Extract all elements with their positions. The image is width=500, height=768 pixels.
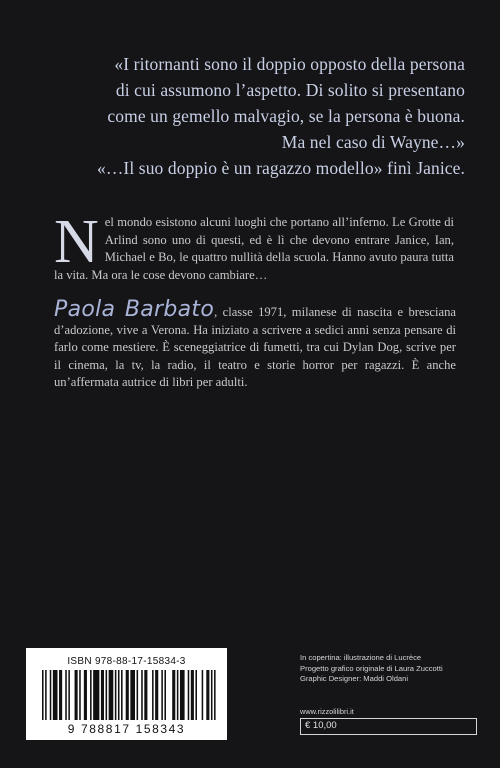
bio-text: , classe 1971, milanese di nascita e bresciana d’adozione, vive a Verona. Ha iniziato a scrivere a sedici anni senza pensare di farlo come mestiere. È sceneggiatrice di fumetti, tra cui Dylan Dog, scrive per il cinema, la tv, la radio, il teatro e storie horror per ragazzi. È anche un’affermata autrice di libri per adulti. [54,305,456,390]
author-name: Paola Barbato [54,297,215,322]
author-bio [54,297,456,392]
cover-credits [300,653,480,685]
quote-line: di cui assumono l’aspetto. Di solito si presentano [115,80,465,100]
drop-cap: N [54,208,99,276]
quote-line: «I ritornanti sono il doppio opposto della persona [114,54,465,74]
price: € 10,00 [305,720,337,731]
publisher-url: www.rizzolilibri.it [300,707,354,716]
quote-line: come un gemello malvagio, se la persona è buona. [107,106,465,126]
isbn-label: ISBN 978-88-17-15834-3 [67,656,186,667]
synopsis-text: el mondo esistono alcuni luoghi che portano all’inferno. Le Grotte di Arlind sono uno di questi, ed è lì che devono entrare Janice, Ian, Michael e Bo, le quattro nullità della scuola. Hanno avuto paura tutta la vita. Ma ora le cose devono cambiare… [54,215,454,282]
barcode-digits: 9 788817 158343 [67,722,186,736]
quote-line: Ma nel caso di Wayne…» [281,132,465,152]
quote-line: «…Il suo doppio è un ragazzo modello» finì Janice. [96,158,465,178]
barcode-image [36,670,217,722]
synopsis-paragraph [54,208,454,284]
barcode-panel [26,648,227,740]
credit-line: Graphic Designer: Maddi Oldani [300,674,409,683]
price-box [300,718,477,735]
cover-quote [40,51,465,181]
credit-line: Progetto grafico originale di Laura Zuccotti [300,663,443,673]
credit-line: In copertina: illustrazione di Lucrèce [300,653,422,662]
